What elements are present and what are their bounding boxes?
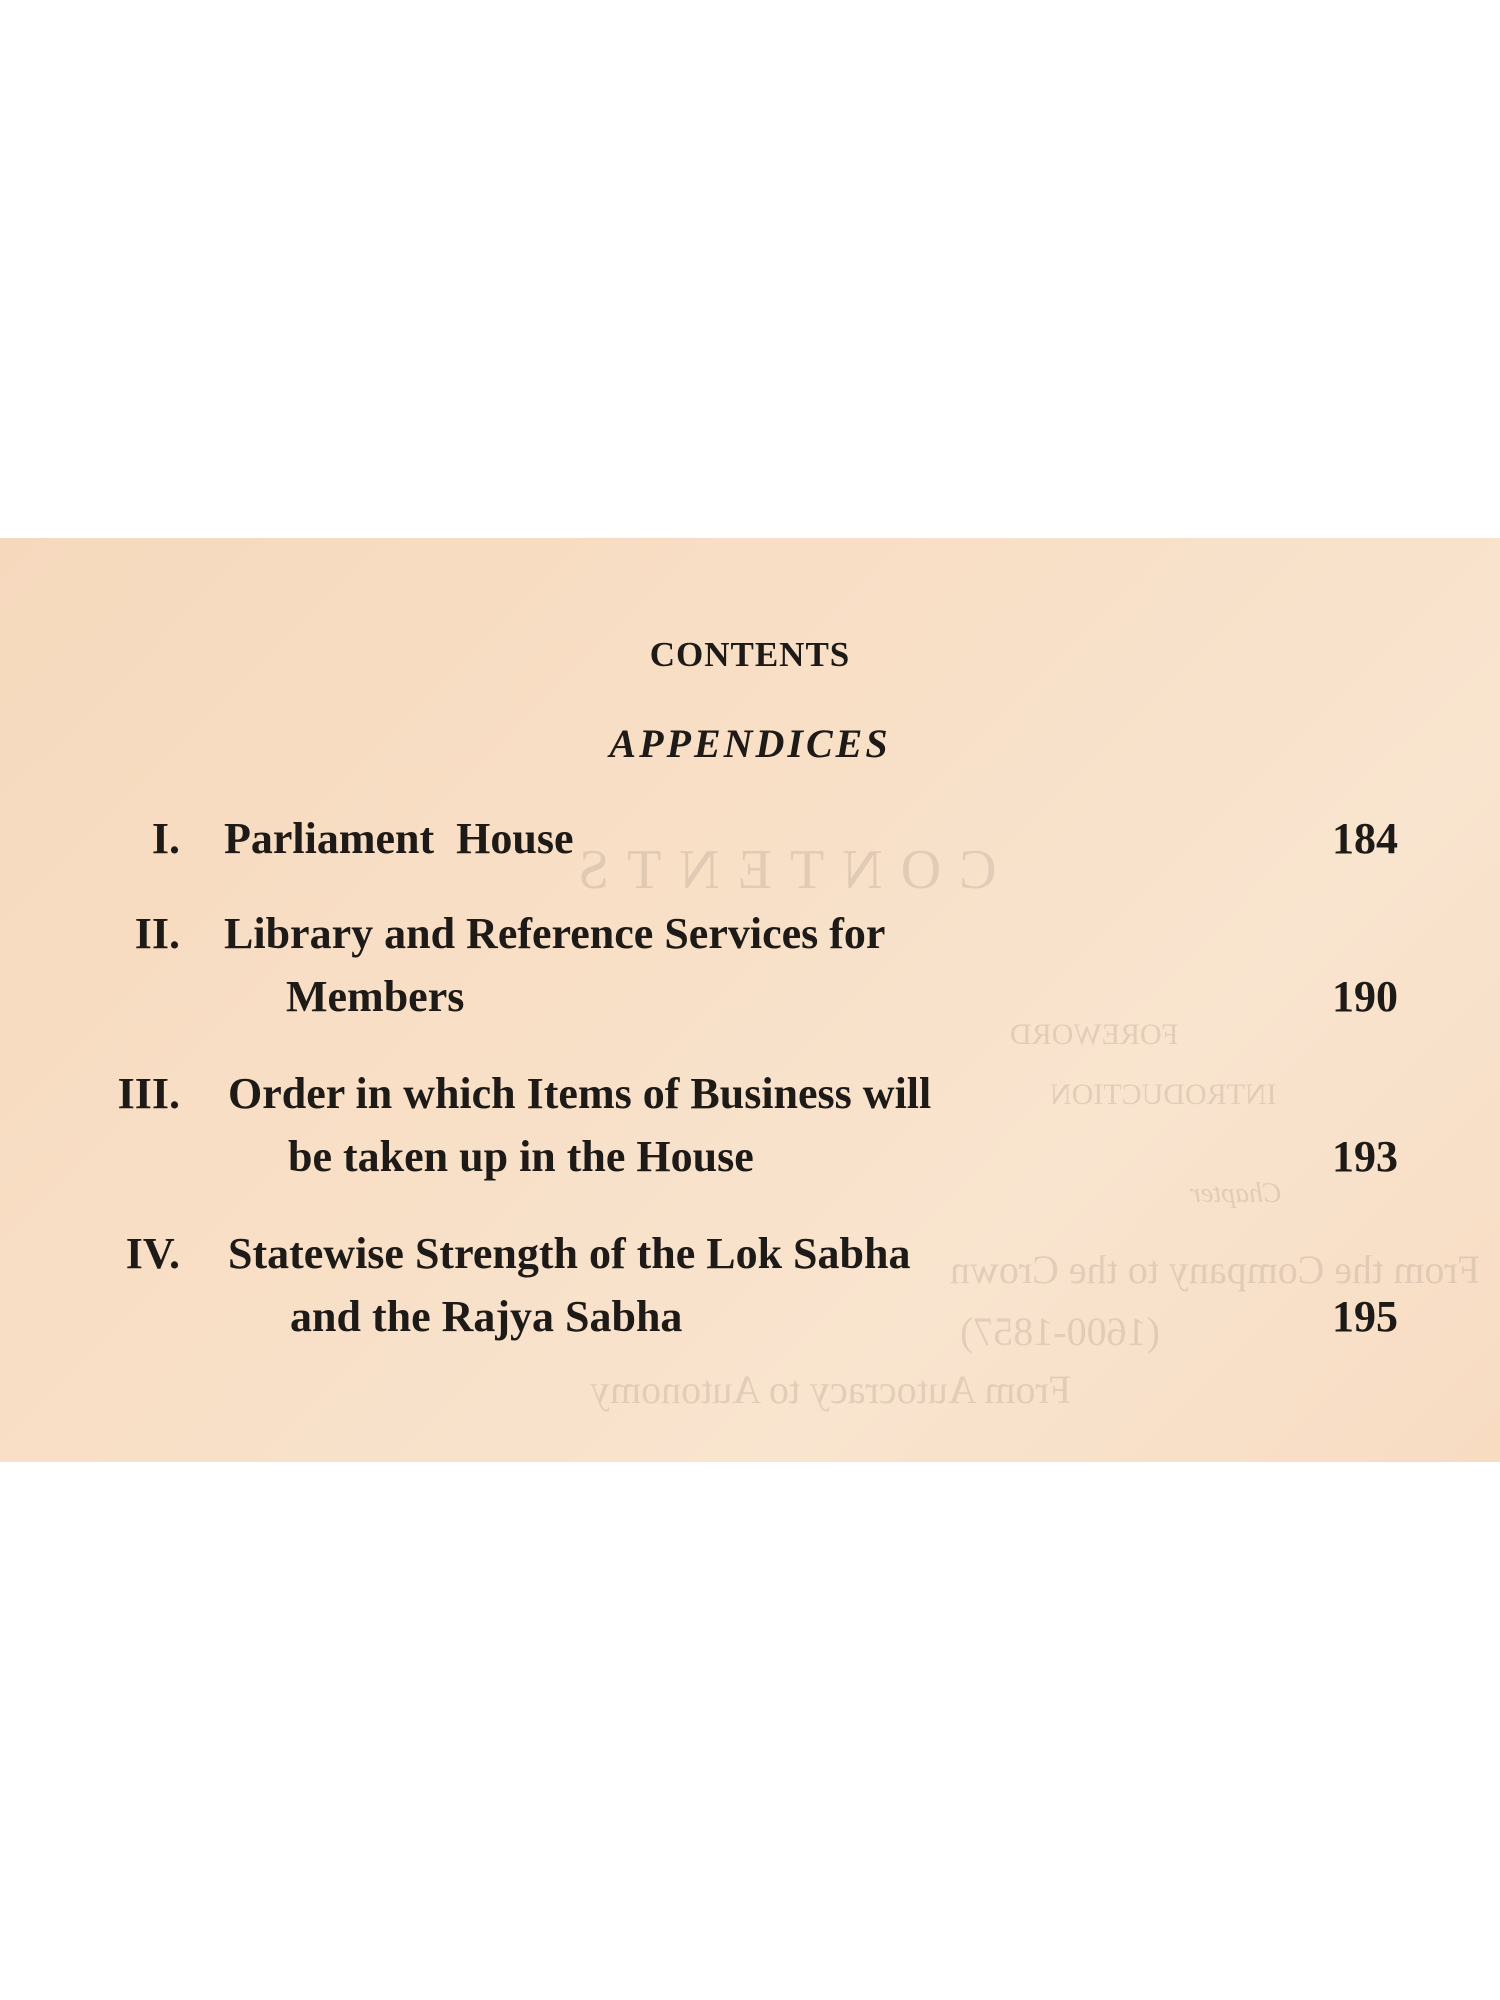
entry-title: Statewise Strength of the Lok Sabha — [228, 1229, 911, 1278]
scanned-page — [0, 538, 1500, 1462]
bleed-through-text: CONTENTS — [560, 839, 997, 901]
entry-page-number: 193 — [1332, 1132, 1398, 1181]
entry-numeral: IV. — [125, 1229, 180, 1278]
appendices-heading: APPENDICES — [609, 721, 891, 766]
bleed-through-text: (1600-1857) — [960, 1309, 1160, 1354]
entry-title-continuation: and the Rajya Sabha — [290, 1292, 683, 1341]
entry-numeral: III. — [117, 1069, 180, 1118]
entry-numeral: I. — [151, 814, 180, 863]
entry-page-number: 195 — [1332, 1292, 1398, 1341]
bleed-through-text: From Autocracy to Autonomy — [590, 1367, 1072, 1412]
entry-title: Order in which Items of Business will — [228, 1069, 932, 1118]
entry-title: Parliament House — [224, 814, 574, 863]
bleed-through-text: Chapter — [1190, 1178, 1282, 1209]
contents-heading: CONTENTS — [649, 635, 851, 674]
entry-numeral: II. — [134, 909, 180, 958]
entry-page-number: 184 — [1332, 814, 1398, 863]
entry-page-number: 190 — [1332, 972, 1398, 1021]
bleed-through-text: FOREWORD — [1010, 1018, 1179, 1051]
bleed-through-text: INTRODUCTION — [1050, 1078, 1277, 1111]
entry-title: Library and Reference Services for — [224, 909, 886, 958]
entry-title-continuation: Members — [286, 972, 465, 1021]
bleed-through-text: From the Company to the Crown — [950, 1247, 1480, 1292]
entry-title-continuation: be taken up in the House — [288, 1132, 754, 1181]
